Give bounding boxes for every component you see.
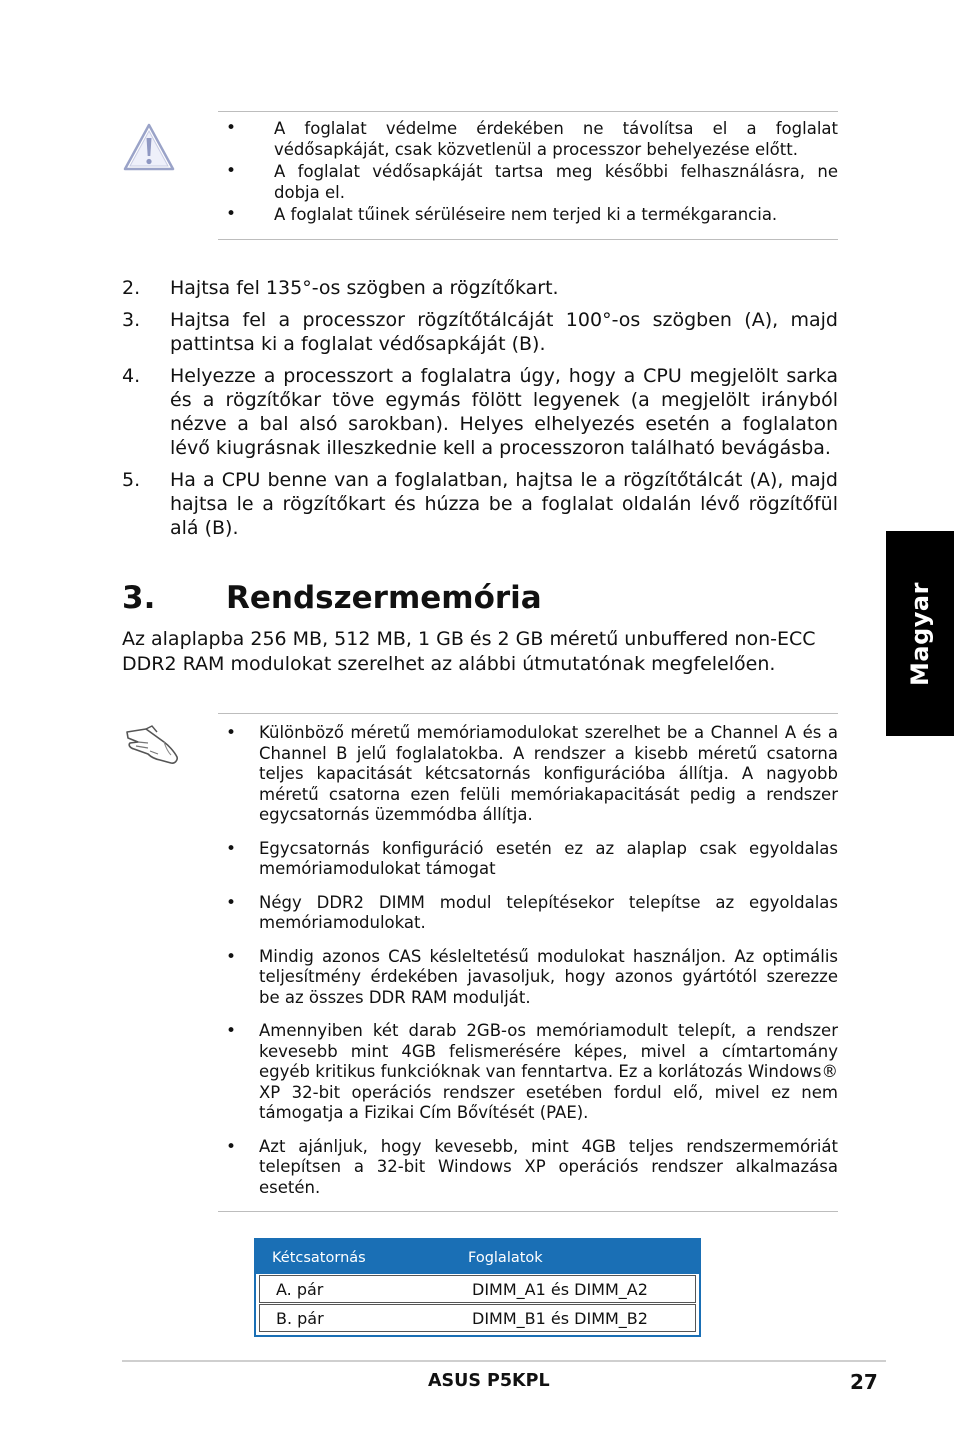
language-side-tab	[886, 531, 954, 736]
table-header-cell: Foglalatok	[468, 1250, 543, 1266]
note-list	[259, 723, 838, 1211]
step-number: 2.	[122, 277, 141, 299]
section-number: 3.	[122, 580, 156, 616]
note-item: • Különböző méretű memóriamodulokat szerelhet be a Channel A és a Channel B jelű foglalatokba. A rendszer a kisebb méretű csatorna teljes kapacitását kétcsatornás konfigurációba állítja. A nagyobb méretű csatorna ezen felüli memóriakapacitását pedig a rendszer egycsatornás üzemmódba állítja.	[259, 723, 838, 826]
step-text: Helyezze a processzort a foglalatra úgy, hogy a CPU megjelölt sarka és a rögzítőkar töve egymás fölött legyenek (a megjelölt irányból nézve a bal alsó sarokban). Helyes elhelyezés esetén a foglalaton lévő kiugrásnak illeszkednie kell a processzoron található bevágásba.	[170, 365, 838, 459]
note-item: • Amennyiben két darab 2GB-os memóriamodult telepít, a rendszer kevesebb mint 4GB felismerésére képes, mivel a címtartomány egyéb kritikus funkcióknak van fenntartva. Ez a korlátozás Windows® XP 32-bit operációs rendszer esetében fordul elő, mivel ez nem támogatja a Fizikai Cím Bővítését (PAE).	[259, 1021, 838, 1124]
page-number: 27	[850, 1370, 878, 1394]
caution-bottom-rule	[218, 239, 838, 240]
caution-top-rule	[218, 111, 838, 112]
footer-model-name: ASUS P5KPL	[428, 1371, 550, 1391]
table-row	[259, 1275, 696, 1303]
installation-steps	[122, 276, 838, 548]
warning-triangle-icon	[122, 122, 176, 172]
step-text: Ha a CPU benne van a foglalatban, hajtsa le a rögzítőtálcát (A), majd hajtsa le a rögzítőkart és húzza be a foglalat oldalán lévő rögzítőfül alá (B).	[170, 469, 838, 539]
note-top-rule	[218, 713, 838, 714]
step-text: Hajtsa fel a processzor rögzítőtálcáját 100°-os szögben (A), majd pattintsa ki a foglalat védősapkáját (B).	[170, 309, 838, 355]
caution-list	[274, 118, 838, 226]
caution-item: • A foglalat védősapkáját tartsa meg későbbi felhasználásra, ne dobja el.	[274, 161, 838, 203]
note-bottom-rule	[218, 1211, 838, 1212]
language-label: Magyar	[906, 581, 934, 686]
section-intro: Az alaplapba 256 MB, 512 MB, 1 GB és 2 GB méretű unbuffered non-ECC DDR2 RAM modulokat szerelhet az alábbi útmutatónak megfelelően.	[122, 628, 816, 675]
step-text: Hajtsa fel 135°-os szögben a rögzítőkart.	[170, 277, 559, 299]
table-cell: DIMM_B1 és DIMM_B2	[472, 1309, 648, 1328]
step-number: 5.	[122, 469, 141, 491]
step-item	[122, 276, 838, 300]
note-item: • Azt ajánljuk, hogy kevesebb, mint 4GB teljes rendszermemóriát telepítsen a 32-bit Windows XP operációs rendszer alkalmazása esetén.	[259, 1137, 838, 1199]
note-item: • Mindig azonos CAS késleltetésű modulokat használjon. Az optimális teljesítmény érdekében javasoljuk, hogy azonos gyártótól szerezze be az összes DDR RAM modulját.	[259, 947, 838, 1009]
table-cell: B. pár	[276, 1309, 324, 1328]
step-item	[122, 364, 838, 460]
section-title: Rendszermemória	[226, 580, 542, 616]
step-item	[122, 468, 838, 540]
caution-item: • A foglalat tűinek sérüléseire nem terjed ki a termékgarancia.	[274, 204, 838, 225]
pointing-hand-icon	[124, 724, 180, 768]
table-cell: A. pár	[276, 1280, 324, 1299]
section-heading	[122, 578, 542, 618]
note-item: • Egycsatornás konfiguráció esetén ez az alaplap csak egyoldalas memóriamodulokat támogat	[259, 839, 838, 880]
step-number: 3.	[122, 309, 141, 331]
table-cell: DIMM_A1 és DIMM_A2	[472, 1280, 648, 1299]
step-number: 4.	[122, 365, 141, 387]
footer-rule	[122, 1360, 886, 1362]
note-item: • Négy DDR2 DIMM modul telepítésekor telepítse az egyoldalas memóriamodulokat.	[259, 893, 838, 934]
dual-channel-table	[254, 1238, 701, 1337]
table-header-cell: Kétcsatornás	[272, 1250, 366, 1266]
step-item	[122, 308, 838, 356]
table-header-row	[256, 1240, 699, 1274]
caution-item: • A foglalat védelme érdekében ne távolítsa el a foglalat védősapkáját, csak közvetlenül a processzor behelyezése előtt.	[274, 118, 838, 160]
table-row	[259, 1304, 696, 1332]
